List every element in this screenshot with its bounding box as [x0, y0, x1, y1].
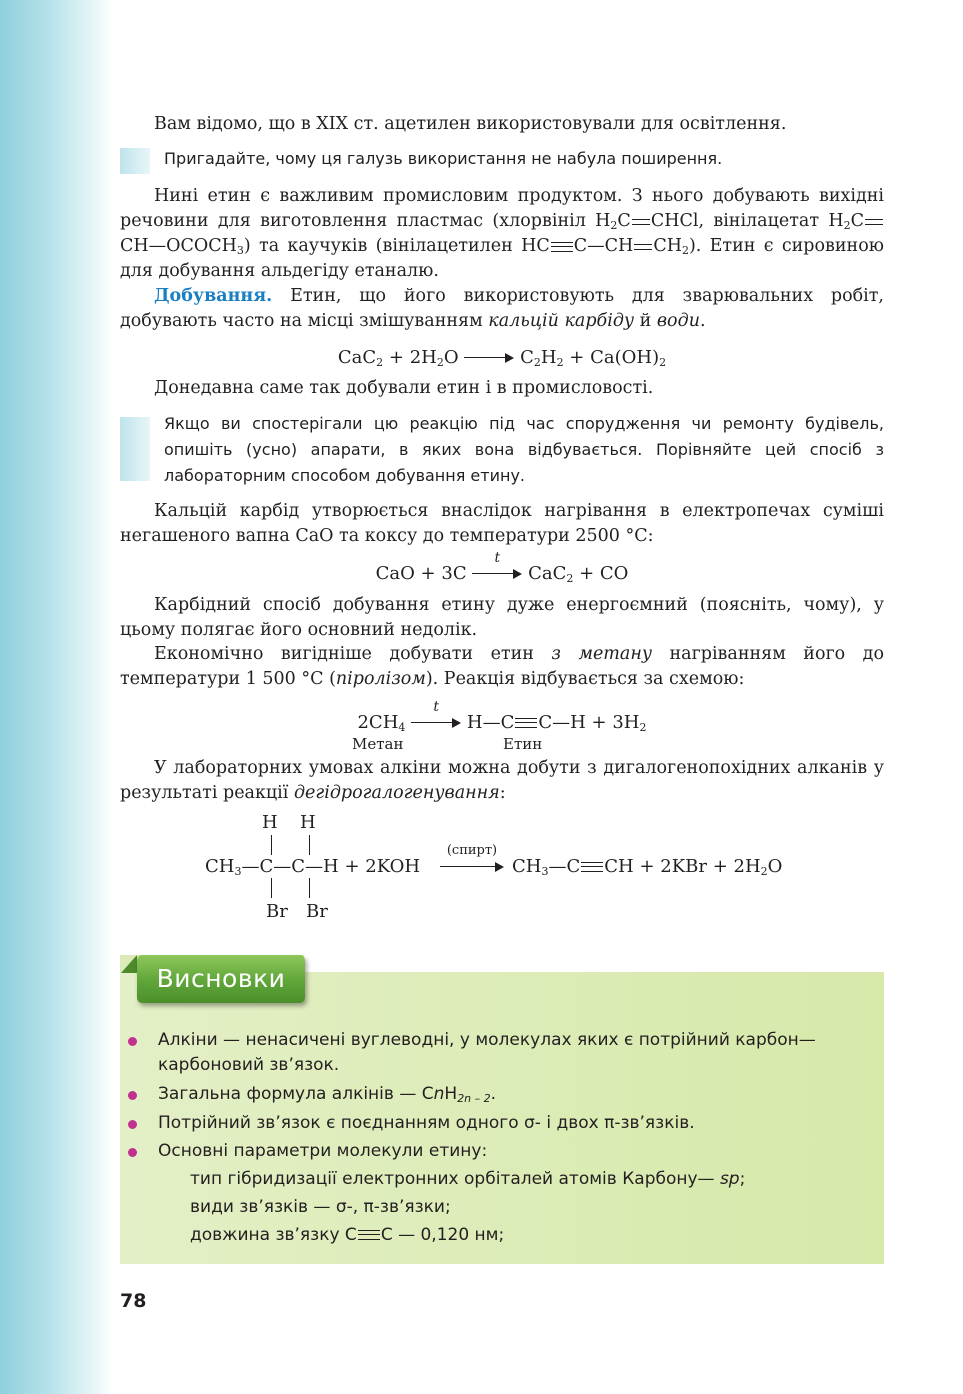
conclusion-item: Загальна формула алкінів — CnH$_{2n - 2}$.: [158, 1082, 874, 1107]
conclusion-item: Потрійний зв’язок є поєднанням одного σ- і двох π-зв’язків.: [158, 1111, 874, 1136]
task-remember: [120, 146, 884, 174]
bond-line: [309, 835, 310, 855]
bond-line: [309, 878, 310, 898]
label-methane: Метан: [352, 735, 404, 753]
double-bond-icon: [634, 244, 652, 250]
task-marker: [120, 417, 150, 481]
reaction-arrow-icon: t: [472, 569, 522, 579]
bond-line: [271, 835, 272, 855]
page-number: 78: [120, 1290, 147, 1312]
double-bond-icon: [865, 219, 883, 225]
bond-line: [271, 878, 272, 898]
atom-br-1: Br: [266, 901, 288, 922]
product-formula: $CH_3—C$ CH + $2KBr + 2H_2O$: [512, 856, 783, 878]
paragraph-production: Добування. Етин, що його використовують для зварювальних робіт, добувають часто на місці змішуванням кальцій карбіду й води.: [120, 286, 884, 331]
paragraph-industry-past: Донедавна саме так добували етин і в промисловості.: [154, 378, 654, 398]
tab-fold-decoration: [121, 955, 137, 973]
task-marker: [120, 148, 150, 174]
reaction-arrow-icon: [464, 353, 514, 363]
equation-cao-carbon: CaO + 3C t CaC$_2$ + CO: [375, 550, 629, 585]
reaction-arrow-icon: t: [411, 718, 461, 728]
equation-carbide-water: $CaC_2 + 2H_2O$ $C_2H_2 + Ca(OH)_2$: [337, 347, 667, 369]
triple-bond-icon: [515, 718, 537, 728]
conclusion-subitem: довжина зв’язку C C — 0,120 нм;: [190, 1225, 505, 1245]
triple-bond-icon: [358, 1230, 380, 1240]
atom-h-top-2: H: [300, 812, 316, 833]
paragraph-carbide-drawback: Карбідний спосіб добування етину дуже енергоємний (поясніть, чому), у цьому полягає його основний недолік.: [120, 595, 884, 640]
conclusion-subitem: тип гібридизації електронних орбіталей атомів Карбону— sp;: [190, 1169, 746, 1189]
paragraph-carbide-formation: Кальцій карбід утворюється внаслідок нагрівання в електропечах суміші негашеного вапна CaO та коксу до температури 2500 °С:: [120, 501, 884, 546]
conclusions-title: Висновки: [137, 955, 305, 1003]
conclusions-box: [120, 972, 884, 1264]
task-observe: [120, 411, 884, 491]
conclusion-item: Основні параметри молекули етину:: [158, 1139, 874, 1164]
bullet-icon: [128, 1037, 137, 1046]
side-decoration-strip: [0, 0, 112, 1394]
paragraph-xix-century: Вам відомо, що в XIX ст. ацетилен використовували для освітлення.: [154, 114, 787, 134]
atom-h-top-1: H: [262, 812, 278, 833]
atom-br-2: Br: [306, 901, 328, 922]
reaction-arrow-wrap: [440, 843, 504, 878]
bullet-icon: [128, 1148, 137, 1157]
paragraph-industrial-use: Нині етин є важливим промисловим продуктом. З нього добувають вихідні речовини для виготовлення пластмас (хлорвініл $H_2C$ CHCl, вінілацетат $H_2CCH—OCOCH_3$) та каучуків (вінілацетилен HC C—CH $CH_2$). Етин є сировиною для добування альдегіду етаналю.: [120, 186, 884, 281]
task-remember-text: Пригадайте, чому ця галузь використання не набула поширення.: [164, 149, 723, 168]
bullet-icon: [128, 1091, 137, 1100]
conclusion-subitem: види зв’язків — σ-, π-зв’язки;: [190, 1197, 451, 1217]
label-ethyne: Етин: [503, 735, 543, 753]
reaction-arrow-icon: (спирт): [440, 862, 504, 872]
task-observe-text: Якщо ви спостерігали цю реакцію під час спорудження чи ремонту будівель, опишіть (усно) апарати, в яких вона відбувається. Порівняйте цей спосіб з лабораторним способом добування етину.: [164, 414, 884, 485]
reactant-formula: $CH_3—C—C—H + 2KOH$: [205, 856, 421, 878]
double-bond-icon: [632, 219, 650, 225]
bullet-icon: [128, 1120, 137, 1129]
section-lead-production: Добування.: [154, 286, 273, 306]
equation-methane: $2CH_4$ t H—C C—H + $3H_2$: [357, 699, 647, 734]
conclusion-item: Алкіни — ненасичені вуглеводні, у молекулах яких є потрійний карбон—карбоновий зв’язок.: [158, 1028, 874, 1078]
paragraph-methane-pyrolysis: Економічно вигідніше добувати етин з метану нагріванням його до температури 1 500 °С (піролізом). Реакція відбувається за схемою:: [120, 644, 884, 689]
triple-bond-icon: [581, 862, 603, 872]
triple-bond-icon: [551, 242, 573, 252]
paragraph-lab-methods: У лабораторних умовах алкіни можна добути з дигалогенопохідних алканів у результаті реакції дегідрогалогенування:: [120, 758, 884, 803]
